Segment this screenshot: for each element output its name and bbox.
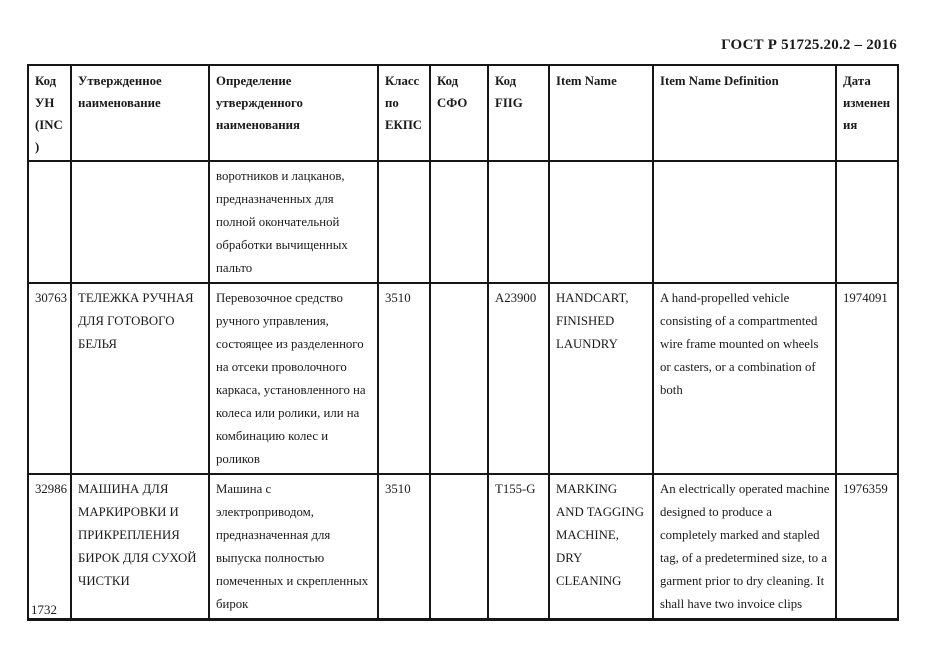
cell-change-date: 1974091 [836, 283, 898, 474]
cell-fiig-code: T155-G [488, 474, 549, 620]
column-header-item-name-definition: Item Name Definition [653, 65, 836, 161]
column-header-ekps-class: Класс по ЕКПС [378, 65, 430, 161]
cell-inc-code: 30763 [28, 283, 71, 474]
cell-fiig-code: A23900 [488, 283, 549, 474]
cell-ekps-class: 3510 [378, 474, 430, 620]
classification-table [27, 64, 899, 621]
column-header-item-name: Item Name [549, 65, 653, 161]
cell-change-date: 1976359 [836, 474, 898, 620]
page-number: 1732 [31, 602, 57, 617]
cell-inc-code [28, 161, 71, 283]
cell-item-name-definition [653, 161, 836, 283]
cell-change-date [836, 161, 898, 283]
table-row [28, 283, 898, 474]
column-header-change-date: Дата изменения [836, 65, 898, 161]
cell-ekps-class: 3510 [378, 283, 430, 474]
cell-approved-name: ТЕЛЕЖКА РУЧНАЯ ДЛЯ ГОТОВОГО БЕЛЬЯ [71, 283, 209, 474]
cell-approved-name [71, 161, 209, 283]
column-header-inc-code: Код УН (INC) [28, 65, 71, 161]
column-header-fiig-code: Код FIIG [488, 65, 549, 161]
cell-definition: Перевозочное средство ручного управления, состоящее из разделенного на отсеки проволочного каркаса, установленного на колеса или ролики, или на комбинацию колес и роликов [209, 283, 378, 474]
cell-item-name-definition: An electrically operated machine designed to produce a completely marked and stapled tag, of a predetermined size, to a garment prior to dry cleaning. It shall have two invoice clips [653, 474, 836, 620]
cell-sfo-code [430, 474, 488, 620]
cell-ekps-class [378, 161, 430, 283]
cell-item-name: MARKING AND TAGGING MACHINE, DRY CLEANING [549, 474, 653, 620]
cell-definition: Машина с электроприводом, предназначенная для выпуска полностью помеченных и скрепленных бирок [209, 474, 378, 620]
table-row [28, 161, 898, 283]
cell-item-name [549, 161, 653, 283]
column-header-sfo-code: Код СФО [430, 65, 488, 161]
table-header-row [28, 65, 898, 161]
cell-approved-name: МАШИНА ДЛЯ МАРКИРОВКИ И ПРИКРЕПЛЕНИЯ БИРОК ДЛЯ СУХОЙ ЧИСТКИ [71, 474, 209, 620]
cell-item-name: HANDCART, FINISHED LAUNDRY [549, 283, 653, 474]
cell-sfo-code [430, 283, 488, 474]
cell-inc-code: 32986 [28, 474, 71, 620]
table-row [28, 474, 898, 620]
cell-fiig-code [488, 161, 549, 283]
column-header-definition: Определение утвержденного наименования [209, 65, 378, 161]
cell-item-name-definition: A hand-propelled vehicle consisting of a compartmented wire frame mounted on wheels or casters, or a combination of both [653, 283, 836, 474]
cell-definition: воротников и лацканов, предназначенных для полной окончательной обработки вычищенных пальто [209, 161, 378, 283]
cell-sfo-code [430, 161, 488, 283]
standard-reference: ГОСТ Р 51725.20.2 – 2016 [721, 37, 897, 53]
column-header-approved-name: Утвержденное наименование [71, 65, 209, 161]
